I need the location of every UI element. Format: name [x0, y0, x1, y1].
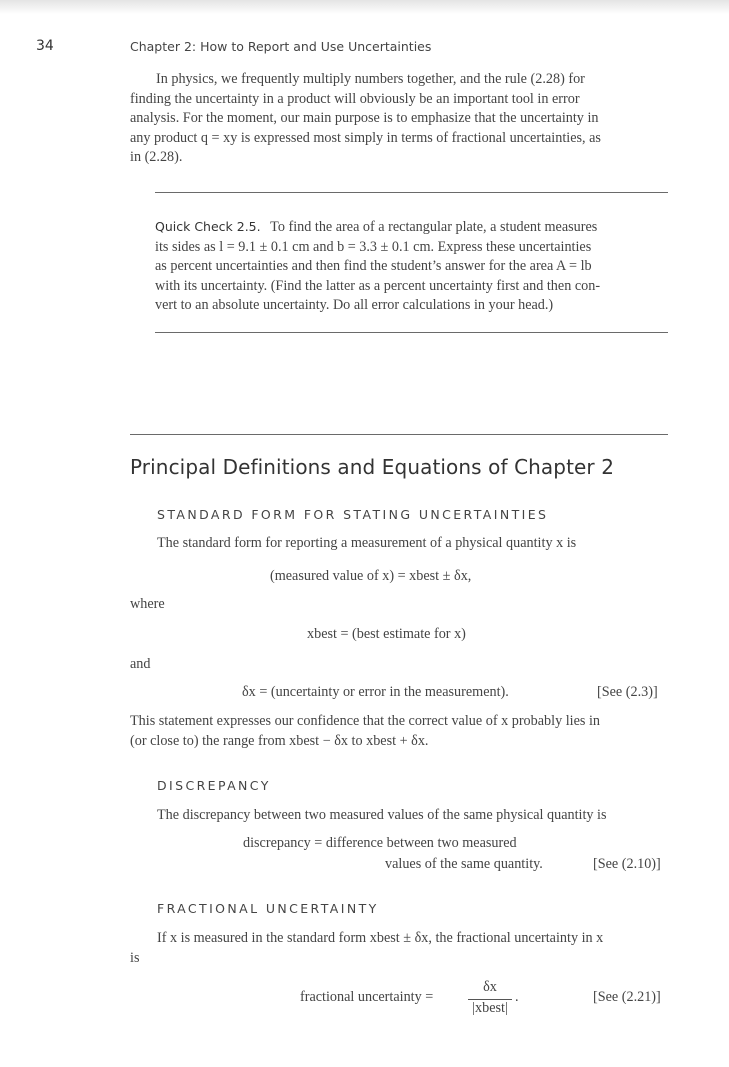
discrepancy-equation: discrepancy = difference between two measured [243, 835, 517, 851]
quick-check-box [155, 217, 668, 316]
running-head: Chapter 2: How to Report and Use Uncertainties [130, 39, 432, 54]
quick-check-line: vert to an absolute uncertainty. Do all error calculations in your head.) [155, 297, 554, 313]
equation-reference: [See (2.21)] [593, 989, 661, 1005]
fractional-equation-left: fractional uncertainty = [300, 989, 434, 1005]
quick-check-line: as percent uncertainties and then find the student’s answer for the area A = lb [155, 258, 592, 274]
discrepancy-intro: The discrepancy between two measured values of the same physical quantity is [157, 807, 607, 823]
fraction-denominator: |xbest| [472, 1000, 508, 1016]
intro-line: analysis. For the moment, our main purpose is to emphasize that the uncertainty in [130, 110, 599, 126]
standard-form-equation: (measured value of x) = xbest ± δx, [270, 568, 472, 584]
statement-line: (or close to) the range from xbest − δx to xbest + δx. [130, 732, 429, 749]
intro-line: any product q = xy is expressed most simply in terms of fractional uncertainties, as [130, 129, 601, 146]
equation-reference: [See (2.3)] [597, 684, 658, 700]
quick-check-line: with its uncertainty. (Find the latter as a percent uncertainty first and then con- [155, 277, 601, 294]
fractional-uncertainty-heading: FRACTIONAL UNCERTAINTY [157, 901, 379, 916]
statement-line: This statement expresses our confidence that the correct value of x probably lies in [130, 713, 600, 729]
quick-check-line: To find the area of a rectangular plate, a student measures [270, 219, 598, 235]
equation-reference: [See (2.10)] [593, 856, 661, 872]
discrepancy-equation-cont: values of the same quantity. [385, 856, 543, 872]
intro-line: in (2.28). [130, 149, 183, 165]
page-top-strip [0, 0, 729, 14]
fraction-numerator: δx [483, 979, 497, 995]
fraction [466, 979, 514, 1020]
quick-check-bottom-rule [155, 332, 668, 333]
fraction-period: . [515, 989, 519, 1005]
is-label: is [130, 950, 140, 966]
intro-paragraph [130, 70, 668, 168]
quick-check-line: its sides as l = 9.1 ± 0.1 cm and b = 3.3 ± 0.1 cm. Express these uncertainties [155, 238, 592, 255]
intro-line: In physics, we frequently multiply numbers together, and the rule (2.28) for [156, 71, 585, 87]
best-estimate-equation: xbest = (best estimate for x) [307, 626, 466, 642]
quick-check-top-rule [155, 192, 668, 193]
and-label: and [130, 656, 151, 672]
intro-line: finding the uncertainty in a product will obviously be an important tool in error [130, 90, 580, 107]
uncertainty-equation: δx = (uncertainty or error in the measurement). [242, 684, 509, 700]
discrepancy-heading: DISCREPANCY [157, 778, 271, 793]
quick-check-label: Quick Check 2.5. [155, 219, 261, 234]
where-label: where [130, 596, 165, 612]
section-title: Principal Definitions and Equations of Chapter 2 [130, 455, 615, 479]
standard-form-intro: The standard form for reporting a measurement of a physical quantity x is [157, 535, 577, 551]
standard-form-heading: STANDARD FORM FOR STATING UNCERTAINTIES [157, 507, 549, 522]
page-number: 34 [36, 38, 54, 54]
section-top-rule [130, 434, 668, 435]
fractional-intro: If x is measured in the standard form xbest ± δx, the fractional uncertainty in x [157, 930, 604, 946]
standard-form-statement [130, 712, 668, 751]
